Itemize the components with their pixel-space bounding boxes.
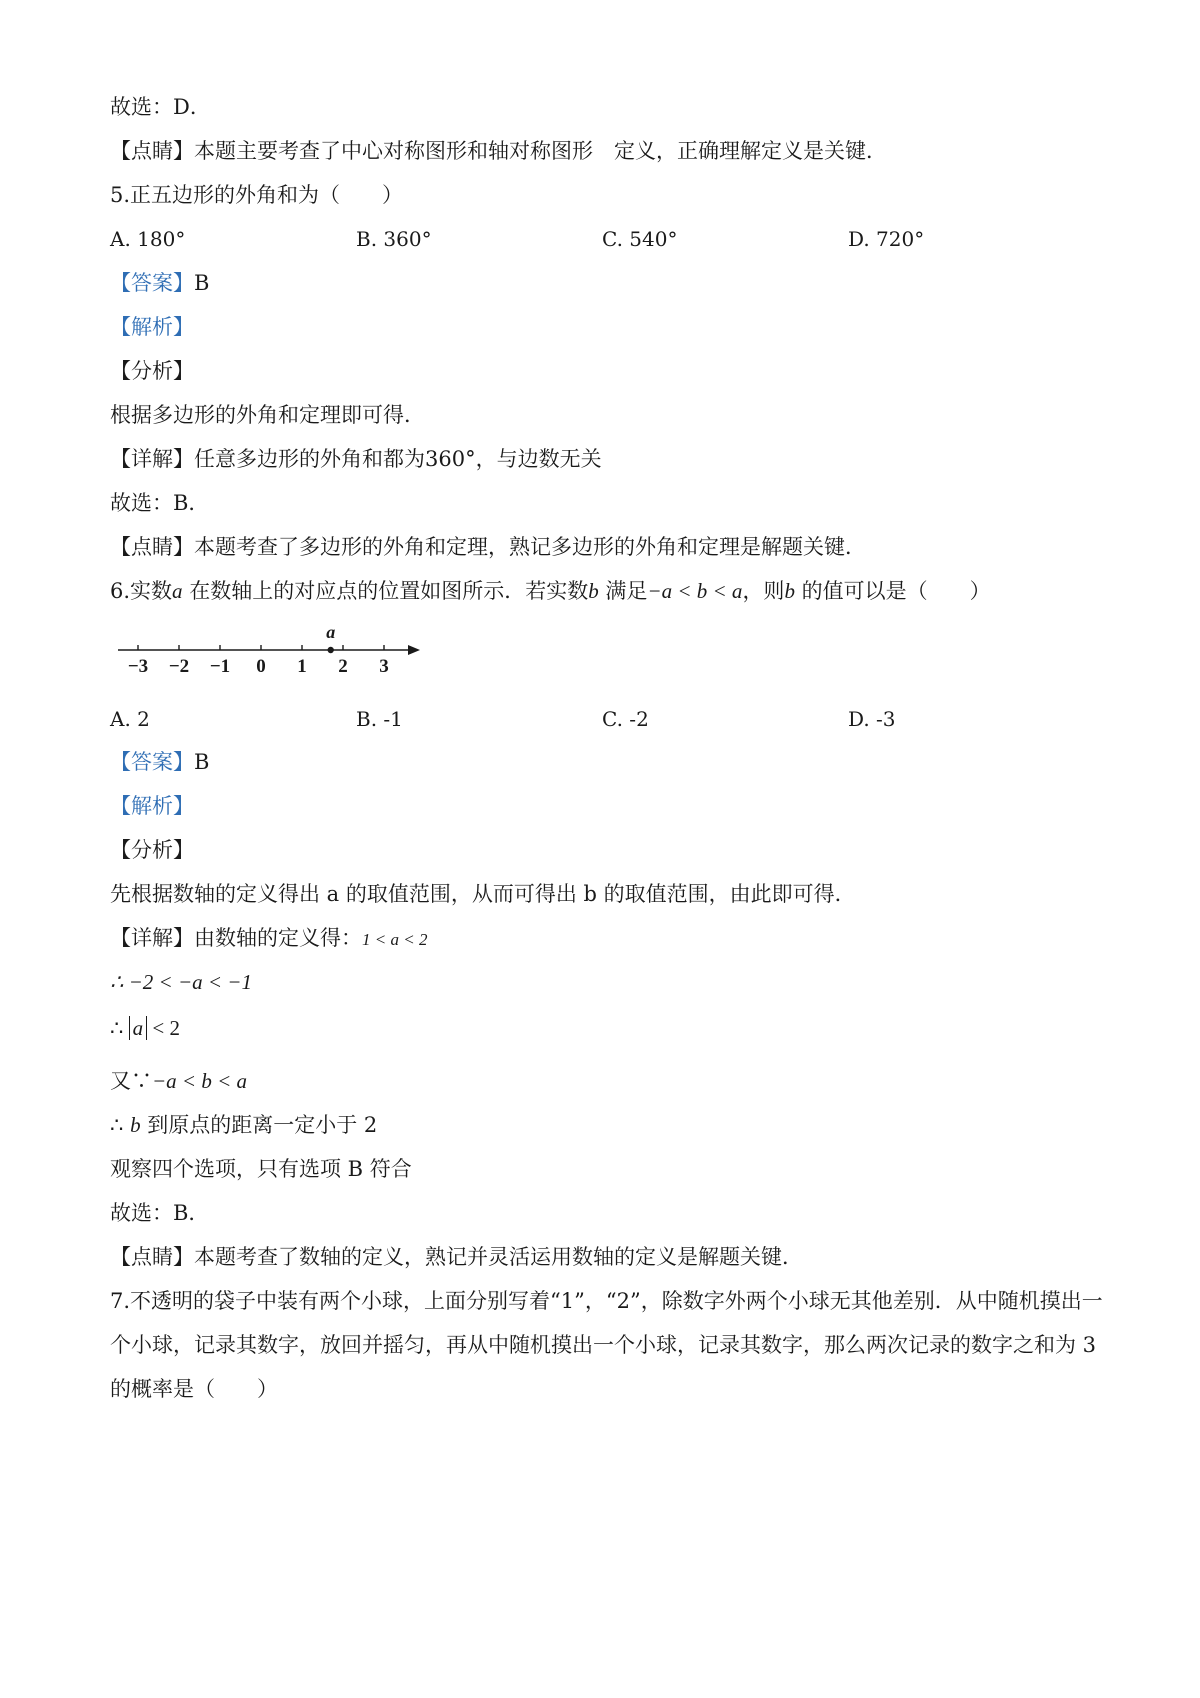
note-text: 本题主要考查了中心对称图形和轴对称图形 定义，正确理解定义是关键． — [194, 139, 887, 163]
q5-stem: 5.正五边形的外角和为（ ） — [110, 183, 404, 207]
inequality: −a < b < a — [647, 579, 743, 603]
detail-text: 任意多边形的外角和都为360°，与边数无关 — [194, 447, 602, 471]
q5-option-d: D. 720° — [848, 227, 925, 251]
q6-stem — [110, 576, 991, 606]
tick-label: 3 — [379, 656, 389, 677]
number-line-figure — [110, 622, 430, 684]
q6-option-a: A. 2 — [110, 707, 150, 731]
q7-line-1: 7.不透明的袋子中装有两个小球，上面分别写着“1”，“2”，除数字外两个小球无其他差别．从中随机摸出一 — [110, 1289, 1103, 1313]
prev-choice: 故选：D． — [110, 95, 211, 119]
q6-step-3 — [110, 1066, 247, 1096]
prev-note — [110, 136, 887, 166]
tick-label: −1 — [209, 656, 231, 677]
q5-option-c: C. 540° — [602, 227, 678, 251]
stem-part: ，则 — [742, 579, 785, 603]
q6-choice: 故选：B． — [110, 1201, 210, 1225]
q5-answer — [110, 268, 209, 298]
note-text: 本题考查了多边形的外角和定理，熟记多边形的外角和定理是解题关键． — [194, 535, 866, 559]
stem-part: 6.实数 — [110, 579, 173, 603]
step-3-prefix: 又∵ — [110, 1069, 152, 1093]
detail-text: 由数轴的定义得： — [194, 926, 362, 950]
q6-step-2 — [110, 1013, 180, 1043]
therefore-symbol: ∴ — [110, 1016, 124, 1040]
note-tag: 【点睛】 — [110, 139, 194, 163]
tick-label: −2 — [168, 656, 190, 677]
stem-part: 的值可以是（ ） — [801, 579, 991, 603]
q6-option-d: D. -3 — [848, 707, 896, 731]
q6-step-4 — [110, 1110, 377, 1140]
therefore-symbol: ∴ — [110, 1113, 124, 1137]
tick-label: 0 — [256, 656, 266, 677]
q7-line-2: 个小球，记录其数字，放回并摇匀，再从中随机摸出一个小球，记录其数字，那么两次记录的数字之和为 3 — [110, 1333, 1097, 1357]
detail-tag: 【详解】 — [110, 926, 194, 950]
q5-option-b: B. 360° — [356, 227, 432, 251]
answer-value: B — [194, 271, 210, 295]
q6-analysis: 先根据数轴的定义得出 a 的取值范围，从而可得出 b 的取值范围，由此即可得． — [110, 882, 856, 906]
axis-arrow-icon — [408, 645, 420, 655]
detail-tag: 【详解】 — [110, 447, 194, 471]
step-2-rest: < 2 — [152, 1016, 180, 1040]
var-b: b — [588, 579, 599, 603]
detail-inequality: 1 < a < 2 — [362, 930, 428, 949]
step-3-inequality: −a < b < a — [152, 1069, 248, 1093]
q5-choice: 故选：B． — [110, 491, 210, 515]
absolute-value: a — [129, 1016, 148, 1040]
q5-analysis-tag: 【分析】 — [110, 359, 194, 383]
tick-label: 2 — [338, 656, 348, 677]
stem-part: 在数轴上的对应点的位置如图所示．若实数 — [189, 579, 589, 603]
q6-step-5: 观察四个选项，只有选项 B 符合 — [110, 1157, 412, 1181]
var-b: b — [784, 579, 795, 603]
q6-step-1: ∴ −2 < −a < −1 — [110, 970, 252, 994]
stem-part: 满足 — [605, 579, 648, 603]
q5-analysis: 根据多边形的外角和定理即可得． — [110, 403, 425, 427]
q6-analysis-tag: 【分析】 — [110, 838, 194, 862]
step-4-text: 到原点的距离一定小于 2 — [147, 1113, 378, 1137]
answer-tag: 【答案】 — [110, 271, 194, 295]
q6-option-b: B. -1 — [356, 707, 403, 731]
note-tag: 【点睛】 — [110, 535, 194, 559]
tick-label: 1 — [297, 656, 307, 677]
point-a — [328, 647, 334, 653]
answer-tag: 【答案】 — [110, 750, 194, 774]
q5-detail — [110, 444, 602, 474]
q7-line-3: 的概率是（ ） — [110, 1377, 278, 1401]
var-a: a — [172, 579, 183, 603]
q5-note — [110, 532, 866, 562]
q6-option-c: C. -2 — [602, 707, 649, 731]
q5-option-a: A. 180° — [110, 227, 186, 251]
var-b: b — [130, 1113, 141, 1137]
q6-jiexi-tag: 【解析】 — [110, 794, 194, 818]
note-tag: 【点睛】 — [110, 1245, 194, 1269]
q6-detail — [110, 923, 427, 955]
note-text: 本题考查了数轴的定义，熟记并灵活运用数轴的定义是解题关键． — [194, 1245, 803, 1269]
tick-label: −3 — [127, 656, 149, 677]
point-label: a — [326, 622, 336, 642]
q5-jiexi-tag: 【解析】 — [110, 315, 194, 339]
number-line — [118, 622, 420, 677]
answer-value: B — [194, 750, 210, 774]
q6-note — [110, 1242, 803, 1272]
q6-answer — [110, 747, 209, 777]
